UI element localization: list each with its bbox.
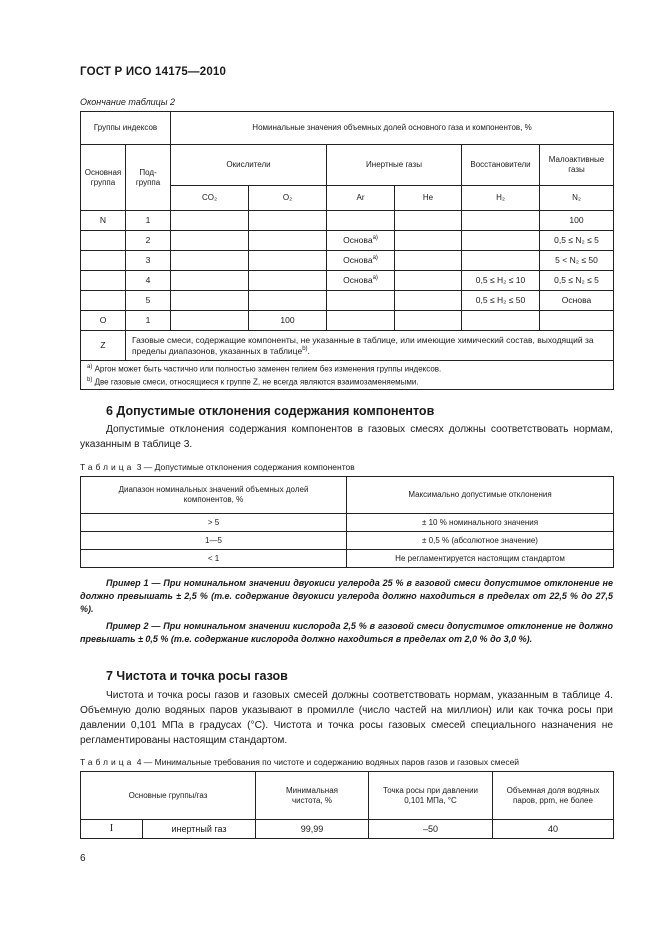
table-row [81, 251, 614, 271]
cell-sub: 4 [126, 271, 171, 291]
table-row [81, 291, 614, 311]
footnote-b: $^{b)}$ Две газовые смеси, относящиеся к группе Z, не всегда являются взаимозаменяемыми. [87, 377, 419, 387]
cell-range: 1—5 [81, 532, 347, 550]
header-inert: Инертные газы [327, 145, 462, 186]
cell-water: 40 [493, 820, 614, 839]
cell-gas: инертный газ [143, 820, 256, 839]
table-row [81, 311, 614, 331]
section7-title: 7 Чистота и точка росы газов [106, 669, 288, 683]
cell-deviation: ± 10 % номинального значения [347, 514, 614, 532]
cell-sub: 3 [126, 251, 171, 271]
col-h2: H₂ [462, 186, 540, 211]
header-dew-point: Точка росы при давлении 0,101 МПа, °С [369, 772, 493, 820]
header-water: Объемная доля водяных паров, ppm, не более [493, 772, 614, 820]
document-header: ГОСТ Р ИСО 14175—2010 [80, 66, 227, 78]
header-sub-group: Под- группа [126, 145, 171, 211]
cell-ar: Основа$^{a)}$ [327, 271, 395, 291]
cell-sub: 5 [126, 291, 171, 311]
table-3 [80, 476, 614, 568]
section6-title: 6 Допустимые отклонения содержания компонентов [106, 404, 435, 418]
cell-group: N [81, 211, 126, 231]
cell-group: Z [81, 331, 126, 361]
cell-group: O [81, 311, 126, 331]
table-2 [80, 111, 614, 390]
col-co2: CO₂ [171, 186, 249, 211]
header-main-group: Основная группа [81, 145, 126, 211]
cell-n2: 0,5 ≤ N₂ ≤ 5 [540, 271, 614, 291]
cell-h2: 0,5 ≤ H₂ ≤ 10 [462, 271, 540, 291]
cell-ar: Основа$^{a)}$ [327, 251, 395, 271]
header-reducers: Восстановители [462, 145, 540, 186]
table-row [81, 331, 614, 361]
table-row [81, 271, 614, 291]
cell-sub: 1 [126, 211, 171, 231]
table3-caption: Таблица 3 — Допустимые отклонения содержания компонентов [80, 462, 355, 472]
header-nominal: Номинальные значения объемных долей основного газа и компонентов, % [171, 112, 614, 145]
header-main-groups: Основные группы/газ [81, 772, 256, 820]
cell-range: > 5 [81, 514, 347, 532]
section7-paragraph: Чистота и точка росы газов и газовых смесей должны соответствовать нормам, указанным в таблице 4. Объемную долю водяных паров указывают в промилле (число частей на миллион) или как точка росы при давлении 0,101 МПа в градусах (°С). Чистота и точка росы газовых смесей специального назначения не регламентированы настоящим стандартом. [80, 690, 613, 746]
header-groups: Группы индексов [81, 112, 171, 145]
table-row [81, 231, 614, 251]
header-oxidizers: Окислители [171, 145, 327, 186]
cell-n2: 5 < N₂ ≤ 50 [540, 251, 614, 271]
header-deviation: Максимально допустимые отклонения [347, 477, 614, 514]
cell-o2: 100 [249, 311, 327, 331]
table-row [81, 532, 614, 550]
col-n2: N₂ [540, 186, 614, 211]
cell-dew-point: –50 [369, 820, 493, 839]
table-row [81, 514, 614, 532]
cell-n2: 100 [540, 211, 614, 231]
cell-group: I [81, 820, 143, 839]
col-he: He [395, 186, 462, 211]
table-row [81, 550, 614, 568]
example-2: Пример 2 — При номинальном значении кислорода 2,5 % в газовой смеси допустимое отклонение не должно превышать ± 0,5 % (т.е. содержание кислорода должно находиться в пределах от 2,0 % до 3,0 %). [80, 621, 613, 644]
header-lowactive: Малоактивные газы [540, 145, 614, 186]
cell-h2: 0,5 ≤ H₂ ≤ 50 [462, 291, 540, 311]
col-o2: O₂ [249, 186, 327, 211]
table2-caption: Окончание таблицы 2 [80, 97, 175, 107]
col-ar: Ar [327, 186, 395, 211]
footnote-a: $^{a)}$ Аргон может быть частично или полностью заменен гелием без изменения группы индексов. [87, 364, 442, 374]
table-4 [80, 771, 614, 839]
header-range: Диапазон номинальных значений объемных долей компонентов, % [81, 477, 347, 514]
section6-paragraph: Допустимые отклонения содержания компонентов в газовых смесях должны соответствовать нормам, указанным в таблице 3. [80, 424, 613, 450]
cell-sub: 2 [126, 231, 171, 251]
cell-purity: 99,99 [256, 820, 369, 839]
table-row [81, 820, 614, 839]
cell-deviation: Не регламентируется настоящим стандартом [347, 550, 614, 568]
cell-n2: 0,5 ≤ N₂ ≤ 5 [540, 231, 614, 251]
table4-caption: Таблица 4 — Минимальные требования по чистоте и содержанию водяных паров газов и газовых смесей [80, 757, 520, 767]
example-1: Пример 1 — При номинальном значении двуокиси углерода 25 % в газовой смеси допустимое отклонение не должно превышать ± 2,5 % (т.е. содержание двуокиси углерода должно находиться в пределах от 22,5 % до 27,5 %). [80, 578, 613, 614]
cell-z-description: Газовые смеси, содержащие компоненты, не указанные в таблице, или имеющие химический состав, выходящий за пределы диапазонов, указанных в таблице$^{b)}$. [126, 331, 614, 361]
cell-deviation: ± 0,5 % (абсолютное значение) [347, 532, 614, 550]
cell-range: < 1 [81, 550, 347, 568]
table-row [81, 211, 614, 231]
header-purity: Минимальная чистота, % [256, 772, 369, 820]
cell-n2: Основа [540, 291, 614, 311]
cell-sub: 1 [126, 311, 171, 331]
page-number: 6 [80, 853, 86, 864]
cell-ar: Основа$^{a)}$ [327, 231, 395, 251]
table2-footnotes [81, 361, 614, 390]
